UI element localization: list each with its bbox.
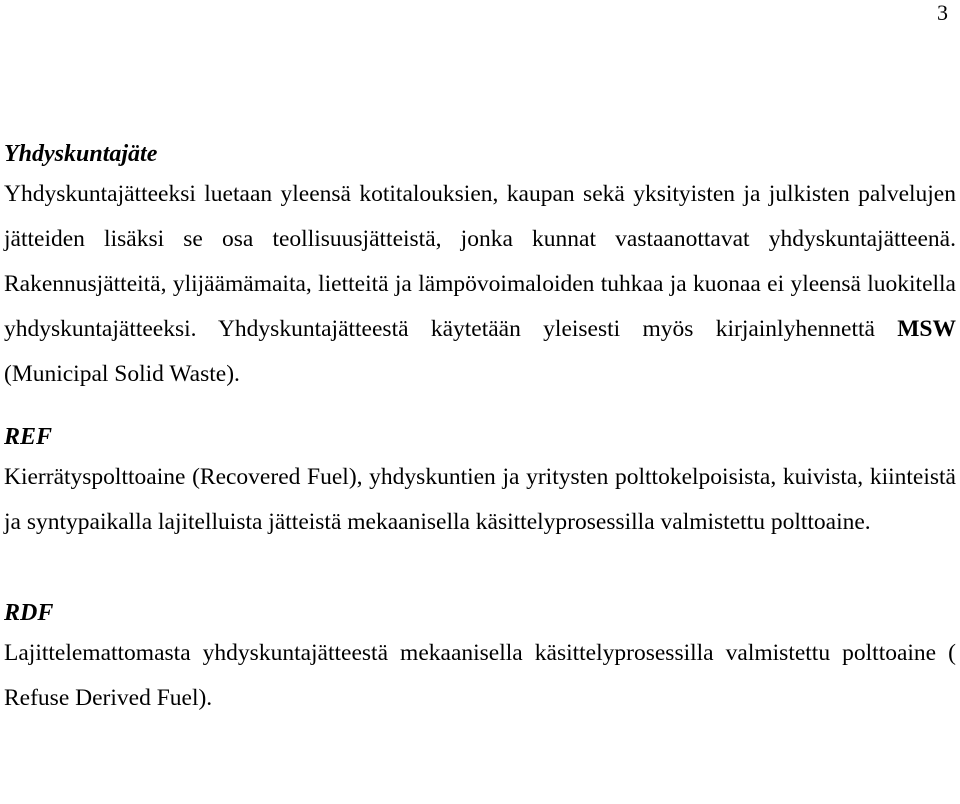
section-heading: REF: [4, 424, 53, 450]
section-paragraph: [4, 172, 956, 397]
section-heading: Yhdyskuntajäte: [4, 141, 158, 167]
section-paragraph: Lajittelemattomasta yhdyskuntajätteestä mekaanisella käsittelyprosessilla valmistettu polttoaine ( Refuse Derived Fuel).: [4, 640, 956, 711]
page-number: 3: [937, 0, 948, 25]
paragraph-text: Yhdyskuntajätteeksi luetaan yleensä kotitalouksien, kaupan sekä yksityisten ja julkisten palvelujen jätteiden lisäksi se osa teollisuusjätteistä, jonka kunnat vastaanottavat yhdyskuntajätteenä. Rakennusjätteitä, ylijäämämaita, lietteitä ja lämpövoimaloiden tuhkaa ja kuonaa ei yleensä luokitella yhdyskuntajätteeksi. Yhdyskuntajätteestä käytetään yleisesti myös kirjainlyhennettä: [4, 181, 956, 342]
abbreviation-msw: MSW: [897, 316, 956, 342]
section-ref: [4, 419, 956, 545]
section-yhdyskuntajate: [4, 136, 956, 397]
section-rdf: [4, 595, 956, 721]
document-body: [4, 136, 956, 721]
paragraph-text-end: (Municipal Solid Waste).: [4, 361, 240, 387]
section-paragraph: Kierrätyspolttoaine (Recovered Fuel), yhdyskuntien ja yritysten polttokelpoisista, kuivista, kiinteistä ja syntypaikalla lajitelluista jätteistä mekaanisella käsittelyprosessilla valmistettu polttoaine.: [4, 464, 956, 535]
section-heading: RDF: [4, 600, 54, 626]
